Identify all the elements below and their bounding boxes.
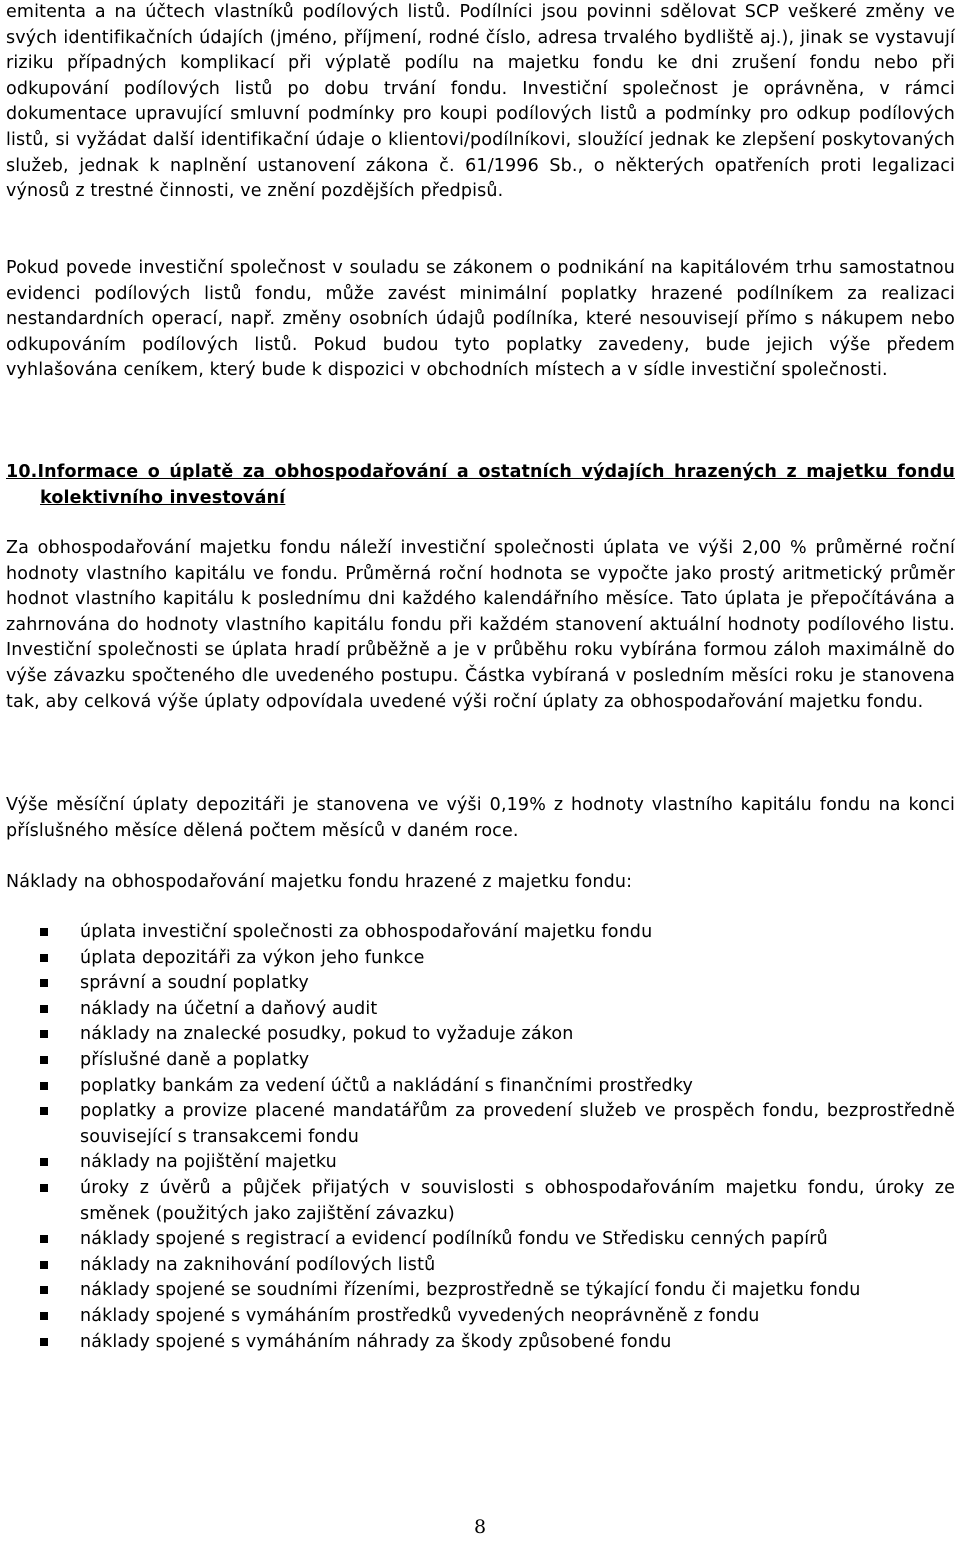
square-bullet-icon (40, 1184, 48, 1192)
square-bullet-icon (40, 1338, 48, 1346)
square-bullet-icon (40, 1082, 48, 1090)
list-item: náklady na znalecké posudky, pokud to vyžaduje zákon (6, 1022, 955, 1048)
square-bullet-icon (40, 1107, 48, 1115)
square-bullet-icon (40, 1261, 48, 1269)
list-item: náklady spojené s vymáháním náhrady za škody způsobené fondu (6, 1330, 955, 1356)
list-item: náklady na pojištění majetku (6, 1150, 955, 1176)
square-bullet-icon (40, 1158, 48, 1166)
square-bullet-icon (40, 1005, 48, 1013)
paragraph-identification-data: emitenta a na účtech vlastníků podílových listů. Podílníci jsou povinni sdělovat SCP veškeré změny ve svých identifikačních údajích (jméno, příjmení, rodné číslo, adresa trvalého bydliště aj.), jinak se vystavují riziku případných komplikací při výplatě podílu na majetku fondu ke dni zrušení fondu nebo při odkupování podílových listů po dobu trvání fondu. Investiční společnost je oprávněna, v rámci dokumentace upravující smluvní podmínky pro koupi podílových listů a podmínky pro odkup podílových listů, si vyžádat další identifikační údaje o klientovi/podílníkovi, sloužící jednak ke zlepšení poskytovaných služeb, jednak k naplnění ustanovení zákona č. 61/1996 Sb., o některých opatřeních proti legalizaci výnosů z trestné činnosti, ve znění pozdějších předpisů. (6, 2, 955, 202)
square-bullet-icon (40, 1030, 48, 1038)
list-item: úroky z úvěrů a půjček přijatých v souvislosti s obhospodařováním majetku fondu, úroky ze směnek (použitých jako zajištění závazku) (6, 1176, 955, 1227)
list-item: náklady na účetní a daňový audit (6, 997, 955, 1023)
paragraph-nonstandard-fees: Pokud povede investiční společnost v souladu se zákonem o podnikání na kapitálovém trhu samostatnou evidenci podílových listů fondu, může zavést minimální poplatky hrazené podílníkem za realizaci nestandardních operací, např. změny osobních údajů podílníka, které nesouvisejí přímo s nákupem nebo odkupováním podílových listů. Pokud budou tyto poplatky zavedeny, bude jejich výše předem vyhlašována ceníkem, který bude k dispozici v obchodních místech a v sídle investiční společnosti. (6, 258, 955, 381)
square-bullet-icon (40, 1056, 48, 1064)
list-item: náklady spojené s vymáháním prostředků vyvedených neoprávněně z fondu (6, 1304, 955, 1330)
paragraph-management-fee: Za obhospodařování majetku fondu náleží investiční společnosti úplata ve výši 2,00 % průměrné roční hodnoty vlastního kapitálu ve fondu. Průměrná roční hodnota se vypočte jako prostý aritmetický průměr hodnot vlastního kapitálu k poslednímu dni každého kalendářního měsíce. Tato úplata je přepočítávána a zahrnována do hodnoty vlastního kapitálu fondu při každém stanovení aktuální hodnoty podílového listu. Investiční společnosti se úplata hradí průběžně a je v průběhu roku vybírána formou záloh maximálně do výše závazku spočteného dle uvedeného postupu. Částka vybíraná v posledním měsíci roku je stanovena tak, aby celková výše úplaty odpovídala uvedené výši roční úplaty za obhospodařování majetku fondu. (6, 538, 955, 712)
page-number: 8 (473, 1516, 487, 1538)
square-bullet-icon (40, 1312, 48, 1320)
list-item: správní a soudní poplatky (6, 971, 955, 997)
square-bullet-icon (40, 979, 48, 987)
section-heading-fees: 10.Informace o úplatě za obhospodařování a ostatních výdajích hrazených z majetku fondu kolektivního investování (6, 462, 955, 508)
list-item: náklady spojené s registrací a evidencí podílníků fondu ve Středisku cenných papírů (6, 1227, 955, 1253)
list-item: poplatky a provize placené mandatářům za provedení služeb ve prospěch fondu, bezprostředně související s transakcemi fondu (6, 1099, 955, 1150)
list-item: příslušné daně a poplatky (6, 1048, 955, 1074)
paragraph-depositary-fee: Výše měsíční úplaty depozitáři je stanovena ve výši 0,19% z hodnoty vlastního kapitálu fondu na konci příslušného měsíce dělená počtem měsíců v daném roce. (6, 795, 955, 841)
list-item: úplata investiční společnosti za obhospodařování majetku fondu (6, 920, 955, 946)
paragraph-costs-intro: Náklady na obhospodařování majetku fondu hrazené z majetku fondu: (6, 872, 633, 892)
list-item: úplata depozitáři za výkon jeho funkce (6, 946, 955, 972)
square-bullet-icon (40, 928, 48, 936)
square-bullet-icon (40, 1235, 48, 1243)
list-item: náklady na zaknihování podílových listů (6, 1253, 955, 1279)
square-bullet-icon (40, 1286, 48, 1294)
square-bullet-icon (40, 954, 48, 962)
cost-list (6, 920, 955, 1355)
list-item: poplatky bankám za vedení účtů a nakládání s finančními prostředky (6, 1074, 955, 1100)
list-item: náklady spojené se soudními řízeními, bezprostředně se týkající fondu či majetku fondu (6, 1278, 955, 1304)
